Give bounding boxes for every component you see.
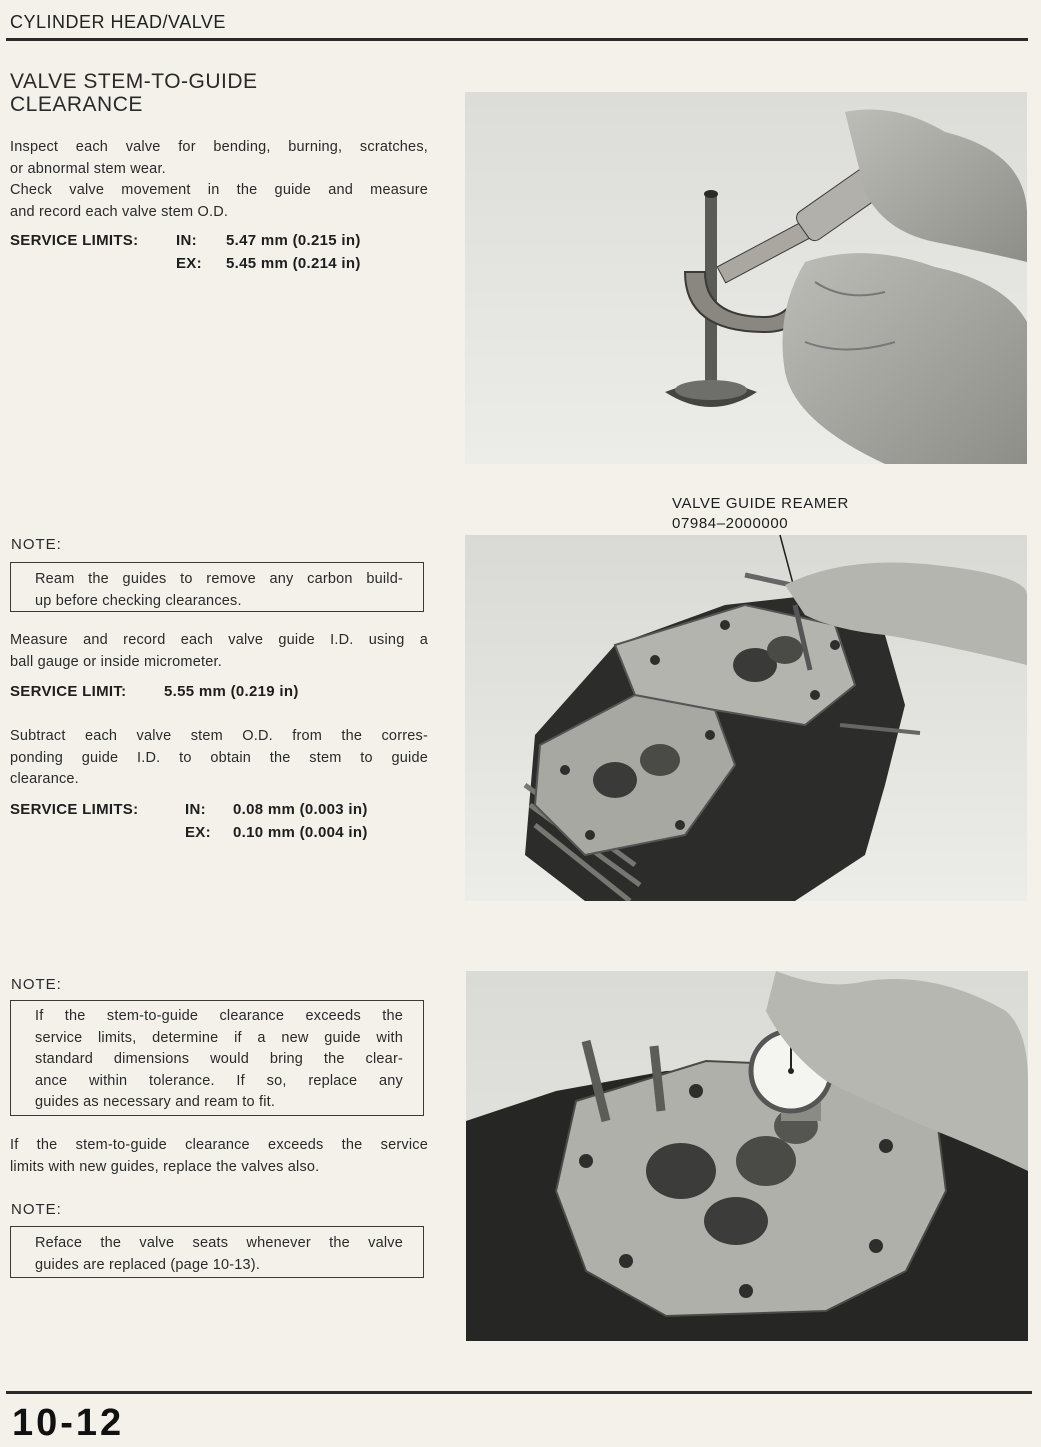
guide-limit-value: 5.55 mm (0.219 in) [164, 683, 299, 700]
new-guides-paragraph [10, 1135, 428, 1178]
reamer-part-number: 07984–2000000 [672, 515, 789, 532]
note-3-line: guides are replaced (page 10-13). [35, 1256, 261, 1273]
subtract-line: ponding guide I.D. to obtain the stem to guide [10, 749, 428, 766]
page-number: 10-12 [12, 1402, 125, 1444]
stem-limit-ex-label: EX: [176, 255, 202, 272]
section-title-line-2: CLEARANCE [10, 93, 143, 116]
intro-paragraph [10, 137, 428, 223]
note-1-line: Ream the guides to remove any carbon build- [35, 571, 403, 587]
note-2-line: service limits, determine if a new guide with [35, 1029, 403, 1046]
footer-rule [6, 1391, 1032, 1394]
valve-guide-reamer-photo [465, 535, 1027, 901]
clearance-limit-ex-label: EX: [185, 824, 211, 841]
stem-limit-in-label: IN: [176, 232, 197, 249]
reamer-callout [672, 494, 849, 534]
note-1-line: up before checking clearances. [35, 592, 242, 609]
intro-line: Inspect each valve for bending, burning, scratches, [10, 139, 428, 155]
dial-gauge-photo [466, 971, 1028, 1341]
clearance-limit-in-value: 0.08 mm (0.003 in) [233, 801, 368, 818]
note-3-label: NOTE: [11, 1201, 62, 1218]
note-2-box [10, 1000, 424, 1116]
valve-stem-micrometer-photo [465, 92, 1027, 464]
note-1-label: NOTE: [11, 536, 62, 553]
note-2-line: ance within tolerance. If so, replace any [35, 1072, 403, 1089]
section-title [10, 70, 450, 116]
section-title-line-1: VALVE STEM-TO-GUIDE [10, 70, 258, 93]
new-guides-line: If the stem-to-guide clearance exceeds the service [10, 1137, 428, 1153]
new-guides-line: limits with new guides, replace the valves also. [10, 1158, 320, 1175]
reamer-label: VALVE GUIDE REAMER [672, 495, 849, 512]
clearance-limits-label: SERVICE LIMITS: [10, 801, 139, 818]
guide-measure-line: Measure and record each valve guide I.D. using a [10, 632, 428, 648]
stem-limits-label: SERVICE LIMITS: [10, 232, 139, 249]
intro-line: or abnormal stem wear. [10, 160, 166, 177]
note-2-line: If the stem-to-guide clearance exceeds the [35, 1008, 403, 1024]
note-2-line: standard dimensions would bring the clear- [35, 1051, 403, 1067]
subtract-paragraph [10, 726, 428, 791]
note-2-line: guides as necessary and ream to fit. [35, 1094, 276, 1110]
note-3-line: Reface the valve seats whenever the valve [35, 1235, 403, 1251]
guide-measure-paragraph [10, 630, 428, 673]
guide-measure-line: ball gauge or inside micrometer. [10, 653, 222, 670]
subtract-line: Subtract each valve stem O.D. from the corres- [10, 728, 428, 744]
clearance-limit-ex-value: 0.10 mm (0.004 in) [233, 824, 368, 841]
subtract-line: clearance. [10, 771, 79, 787]
clearance-limit-in-label: IN: [185, 801, 206, 818]
note-3-box [10, 1226, 424, 1278]
stem-limit-ex-value: 5.45 mm (0.214 in) [226, 255, 361, 272]
page-header-title: CYLINDER HEAD/VALVE [10, 12, 226, 32]
note-2-label: NOTE: [11, 976, 62, 993]
stem-limit-in-value: 5.47 mm (0.215 in) [226, 232, 361, 249]
header-rule [6, 38, 1028, 41]
intro-line: Check valve movement in the guide and measure [10, 182, 428, 198]
guide-limit-label: SERVICE LIMIT: [10, 683, 127, 700]
note-1-box [10, 562, 424, 612]
intro-line: and record each valve stem O.D. [10, 203, 229, 220]
